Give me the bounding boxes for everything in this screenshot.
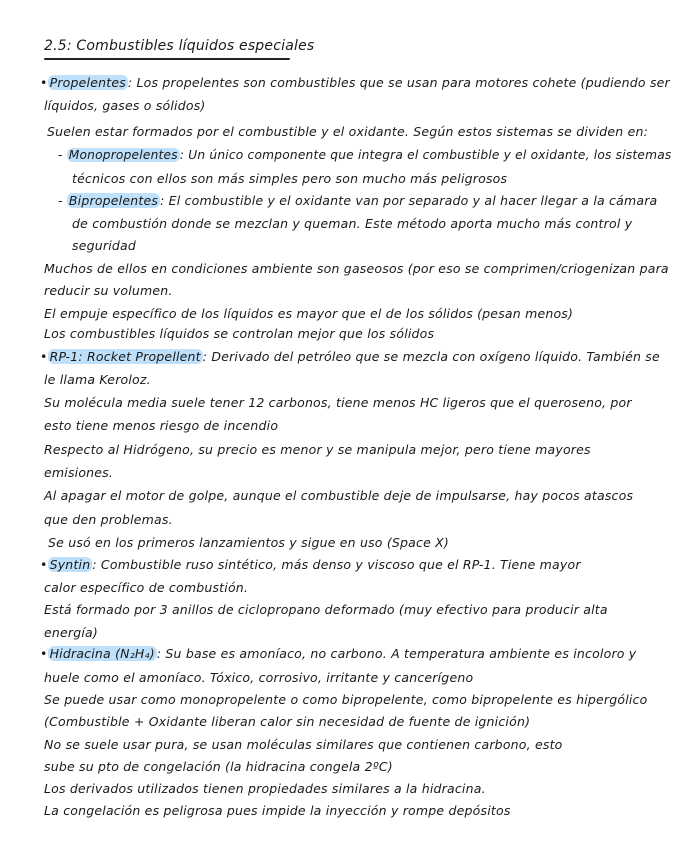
note-line — [44, 465, 113, 480]
line-text: No se suele usar pura, se usan moléculas similares que contienen carbono, esto — [44, 737, 563, 752]
line-text: Se puede usar como monopropelente o como bipropelente, como bipropelente es hipergólico — [44, 692, 648, 707]
line-text: huele como el amoníaco. Tóxico, corrosivo, irritante y cancerígeno — [44, 670, 474, 685]
note-line — [44, 714, 530, 729]
line-text: : Un único componente que integra el combustible y el oxidante, los sistemas — [179, 148, 672, 162]
line-text: seguridad — [72, 238, 137, 253]
line-text: (Combustible + Oxidante liberan calor sin necesidad de fuente de ignición) — [44, 714, 531, 729]
line-text: esto tiene menos riesgo de incendio — [44, 418, 279, 433]
line-text: Respecto al Hidrógeno, su precio es menor y se manipula mejor, pero tiene mayores — [44, 442, 591, 457]
note-line — [44, 442, 591, 457]
note-line — [44, 625, 98, 640]
note-line — [72, 171, 507, 186]
line-text: calor específico de combustión. — [44, 580, 249, 595]
note-line — [44, 692, 647, 707]
term-line — [40, 557, 581, 572]
note-line — [44, 395, 632, 410]
page-title: 2.5: Combustibles líquidos especiales — [44, 38, 315, 54]
term-line — [40, 646, 636, 661]
line-text: Los combustibles líquidos se controlan mejor que los sólidos — [44, 326, 435, 341]
bullet: • — [40, 349, 48, 364]
highlighted-term: Bipropelentes — [68, 193, 159, 208]
term-line — [40, 349, 660, 364]
line-text: que den problemas. — [44, 512, 173, 527]
term-line — [58, 148, 671, 162]
note-line — [48, 535, 449, 550]
note-line — [44, 326, 434, 341]
title-underline — [44, 58, 290, 60]
note-line — [44, 803, 511, 818]
term-line — [40, 75, 670, 90]
note-line — [44, 372, 151, 387]
line-text: reducir su volumen. — [44, 283, 173, 298]
highlighted-term: Propelentes — [49, 75, 126, 90]
line-text: La congelación es peligrosa pues impide la inyección y rompe depósitos — [44, 803, 511, 818]
highlighted-term: Syntin — [49, 557, 91, 572]
note-line — [44, 512, 173, 527]
line-text: El empuje específico de los líquidos es mayor que el de los sólidos (pesan menos) — [44, 306, 574, 321]
note-line — [44, 261, 669, 276]
line-text: : Los propelentes son combustibles que se usan para motores cohete (pudiendo ser — [127, 75, 670, 90]
bullet: • — [40, 557, 48, 572]
bullet: - — [58, 193, 67, 208]
line-text: de combustión donde se mezclan y queman. Este método aporta mucho más control y — [72, 216, 633, 231]
line-text: : El combustible y el oxidante van por separado y al hacer llegar a la cámara — [160, 193, 658, 208]
note-line — [44, 488, 633, 503]
line-text: Los derivados utilizados tienen propiedades similares a la hidracina. — [44, 781, 486, 796]
bullet: - — [58, 148, 67, 162]
note-line — [44, 737, 563, 752]
line-text: técnicos con ellos son más simples pero son mucho más peligrosos — [72, 171, 508, 186]
note-line — [44, 418, 278, 433]
line-text: : Combustible ruso sintético, más denso y viscoso que el RP-1. Tiene mayor — [92, 557, 581, 572]
line-text: Muchos de ellos en condiciones ambiente son gaseosos (por eso se comprimen/criogenizan para — [44, 261, 669, 276]
note-line — [47, 124, 648, 139]
note-line — [44, 670, 473, 685]
note-line — [72, 238, 136, 253]
note-line — [44, 98, 206, 113]
note-line — [44, 306, 573, 321]
line-text: Se usó en los primeros lanzamientos y sigue en uso (Space X) — [48, 535, 450, 550]
highlighted-term: Monopropelentes — [68, 148, 178, 162]
line-text: Al apagar el motor de golpe, aunque el combustible deje de impulsarse, hay pocos atascos — [44, 488, 634, 503]
line-text: Su molécula media suele tener 12 carbonos, tiene menos HC ligeros que el queroseno, por — [44, 395, 632, 410]
line-text: Suelen estar formados por el combustible y el oxidante. Según estos sistemas se dividen en: — [47, 124, 649, 139]
line-text: sube su pto de congelación (la hidracina congela 2ºC) — [44, 759, 393, 774]
line-text: : Derivado del petróleo que se mezcla con oxígeno líquido. También se — [202, 349, 660, 364]
line-text: emisiones. — [44, 465, 114, 480]
note-line — [44, 283, 173, 298]
note-line — [44, 602, 608, 617]
highlighted-term: Hidracina (N₂H₄) — [49, 646, 155, 661]
note-line — [44, 580, 248, 595]
highlighted-term: RP-1: Rocket Propellent — [49, 349, 201, 364]
line-text: líquidos, gases o sólidos) — [44, 98, 206, 113]
line-text: : Su base es amoníaco, no carbono. A temperatura ambiente es incoloro y — [156, 646, 637, 661]
note-line — [44, 781, 486, 796]
bullet: • — [40, 646, 48, 661]
bullet: • — [40, 75, 48, 90]
line-text: le llama Keroloz. — [44, 372, 151, 387]
line-text: Está formado por 3 anillos de ciclopropano deformado (muy efectivo para producir alta — [44, 602, 608, 617]
line-text: energía) — [44, 625, 98, 640]
note-line — [72, 216, 632, 231]
note-line — [44, 759, 393, 774]
term-line — [58, 193, 657, 208]
